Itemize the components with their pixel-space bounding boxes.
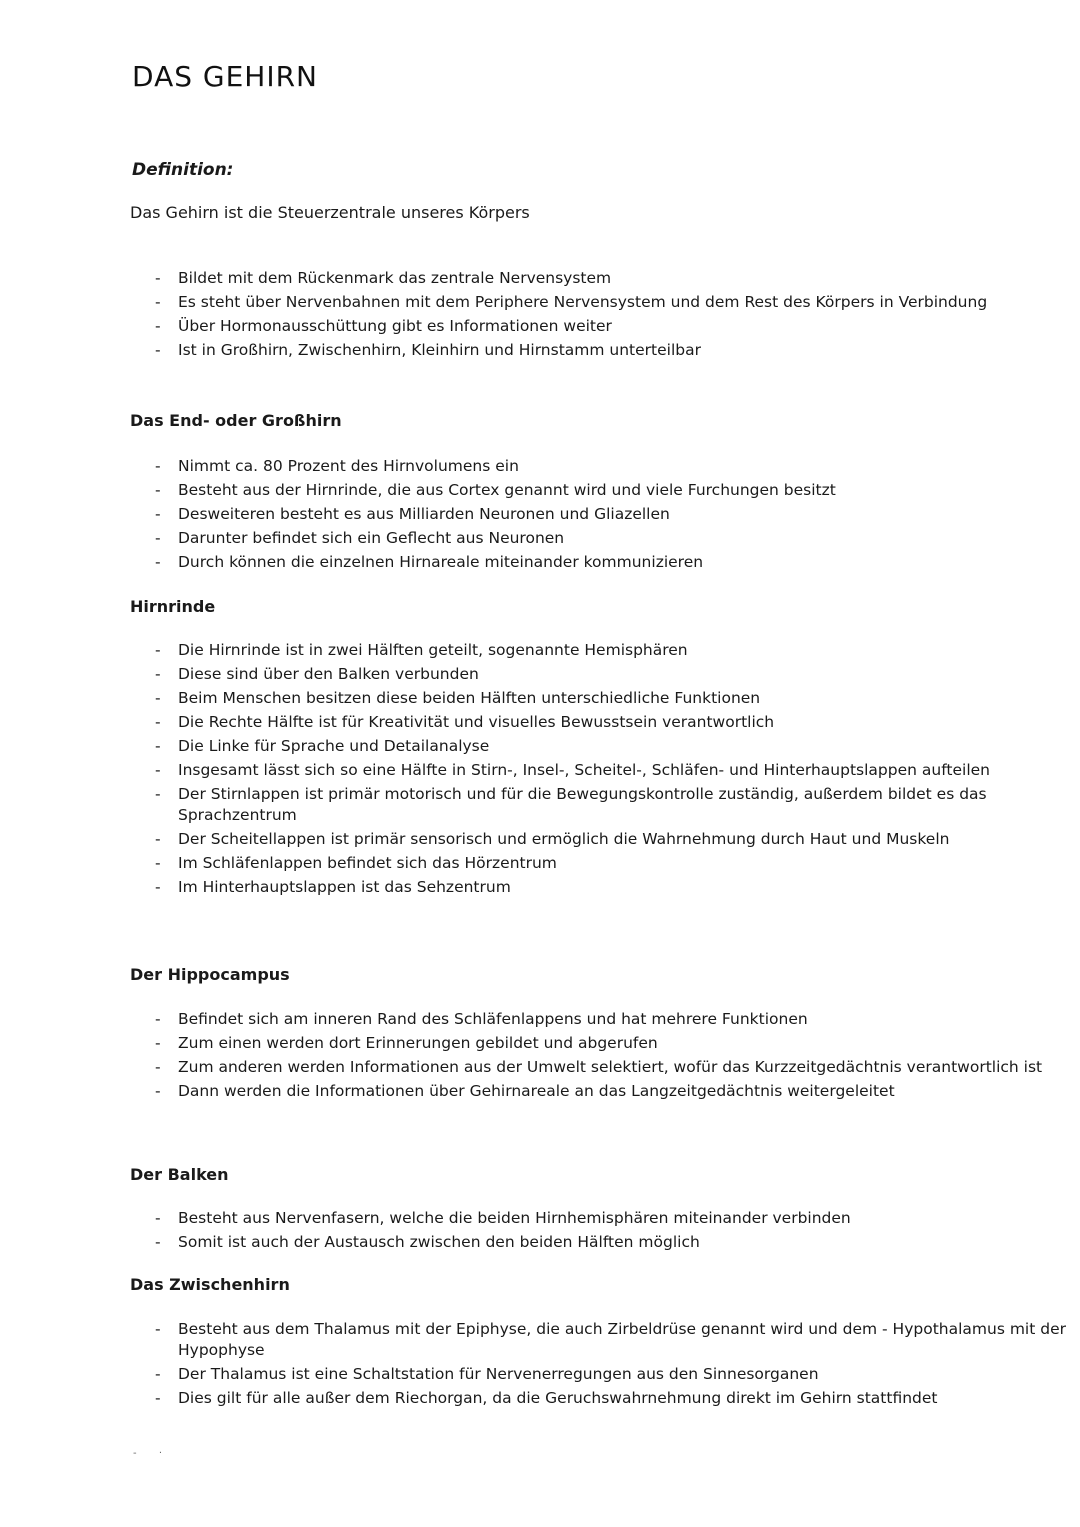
definition-list xyxy=(155,268,1070,364)
list-item: - Der Scheitellappen ist primär sensorisch und ermöglich die Wahrnehmung durch Haut und Muskeln xyxy=(155,829,1070,850)
page-dash-mark: - · xyxy=(133,1448,163,1459)
list-item: - Durch können die einzelnen Hirnareale miteinander kommunizieren xyxy=(155,552,1070,573)
hirnrinde-heading: Hirnrinde xyxy=(130,597,216,616)
list-item: - Besteht aus Nervenfasern, welche die beiden Hirnhemisphären miteinander verbinden xyxy=(155,1208,1070,1229)
grosshirn-list xyxy=(155,456,1070,576)
list-item: - Ist in Großhirn, Zwischenhirn, Kleinhirn und Hirnstamm unterteilbar xyxy=(155,340,1070,361)
list-item: - Bildet mit dem Rückenmark das zentrale Nervensystem xyxy=(155,268,1070,289)
list-item: - Beim Menschen besitzen diese beiden Hälften unterschiedliche Funktionen xyxy=(155,688,1070,709)
list-item: - Desweiteren besteht es aus Milliarden Neuronen und Gliazellen xyxy=(155,504,1070,525)
page-title: DAS GEHIRN xyxy=(132,60,318,93)
list-item: - Somit ist auch der Austausch zwischen den beiden Hälften möglich xyxy=(155,1232,1070,1253)
balken-list xyxy=(155,1208,1070,1256)
zwischenhirn-list xyxy=(155,1319,1070,1412)
list-item: - Es steht über Nervenbahnen mit dem Periphere Nervensystem und dem Rest des Körpers in Verbindung xyxy=(155,292,1070,313)
list-item: - Der Thalamus ist eine Schaltstation für Nervenerregungen aus den Sinnesorganen xyxy=(155,1364,1070,1385)
list-item: - Besteht aus der Hirnrinde, die aus Cortex genannt wird und viele Furchungen besitzt xyxy=(155,480,1070,501)
hirnrinde-list xyxy=(155,640,1070,901)
list-item: - Besteht aus dem Thalamus mit der Epiphyse, die auch Zirbeldrüse genannt wird und dem - Hypothalamus mit der Hypophyse xyxy=(155,1319,1070,1361)
list-item: - Der Stirnlappen ist primär motorisch und für die Bewegungskontrolle zuständig, außerdem bildet es das Sprachzentrum xyxy=(155,784,1070,826)
hippocampus-heading: Der Hippocampus xyxy=(130,965,290,984)
list-item: - Zum einen werden dort Erinnerungen gebildet und abgerufen xyxy=(155,1033,1070,1054)
definition-heading: Definition: xyxy=(132,160,234,180)
list-item: - Diese sind über den Balken verbunden xyxy=(155,664,1070,685)
definition-text: Das Gehirn ist die Steuerzentrale unseres Körpers xyxy=(130,203,530,222)
hippocampus-list xyxy=(155,1009,1070,1105)
list-item: - Dies gilt für alle außer dem Riechorgan, da die Geruchswahrnehmung direkt im Gehirn stattfindet xyxy=(155,1388,1070,1409)
list-item: - Darunter befindet sich ein Geflecht aus Neuronen xyxy=(155,528,1070,549)
zwischenhirn-heading: Das Zwischenhirn xyxy=(130,1275,290,1294)
grosshirn-heading: Das End- oder Großhirn xyxy=(130,411,342,430)
list-item: - Nimmt ca. 80 Prozent des Hirnvolumens ein xyxy=(155,456,1070,477)
list-item: - Zum anderen werden Informationen aus der Umwelt selektiert, wofür das Kurzzeitgedächtnis verantwortlich ist xyxy=(155,1057,1070,1078)
list-item: - Befindet sich am inneren Rand des Schläfenlappens und hat mehrere Funktionen xyxy=(155,1009,1070,1030)
list-item: - Im Hinterhauptslappen ist das Sehzentrum xyxy=(155,877,1070,898)
balken-heading: Der Balken xyxy=(130,1165,229,1184)
list-item: - Im Schläfenlappen befindet sich das Hörzentrum xyxy=(155,853,1070,874)
list-item: - Insgesamt lässt sich so eine Hälfte in Stirn-, Insel-, Scheitel-, Schläfen- und Hinterhauptslappen aufteilen xyxy=(155,760,1070,781)
list-item: - Die Linke für Sprache und Detailanalyse xyxy=(155,736,1070,757)
list-item: - Dann werden die Informationen über Gehirnareale an das Langzeitgedächtnis weitergeleitet xyxy=(155,1081,1070,1102)
list-item: - Die Rechte Hälfte ist für Kreativität und visuelles Bewusstsein verantwortlich xyxy=(155,712,1070,733)
list-item: - Über Hormonausschüttung gibt es Informationen weiter xyxy=(155,316,1070,337)
list-item: - Die Hirnrinde ist in zwei Hälften geteilt, sogenannte Hemisphären xyxy=(155,640,1070,661)
